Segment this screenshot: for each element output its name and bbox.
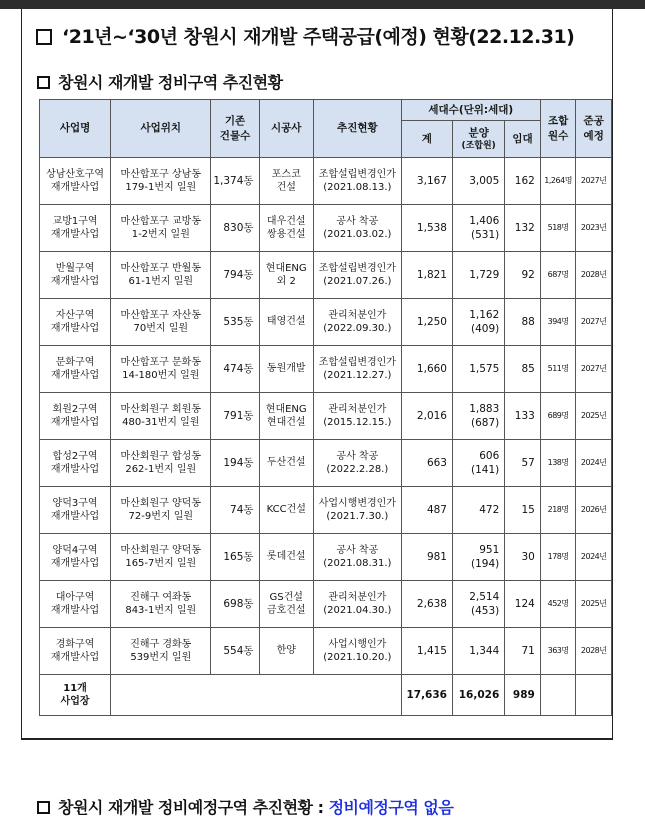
cell-location: 마산합포구 문화동 14-180번지 일원 [111,346,211,393]
cell-sale: 1,575 [452,346,504,393]
cell-rent: 71 [505,628,541,675]
cell-sale: 1,162 (409) [452,299,504,346]
cell-contractor: GS건설 금호건설 [259,581,313,628]
cell-contractor: KCC건설 [259,487,313,534]
table-row [40,581,612,628]
cell-members: 178명 [540,534,576,581]
table-row [40,440,612,487]
cell-name: 문화구역 재개발사업 [40,346,111,393]
cell-rent: 85 [505,346,541,393]
section2-title [37,795,453,818]
total-label: 11개 사업장 [40,675,111,716]
cell-name: 상남산호구역 재개발사업 [40,158,111,205]
table-row [40,487,612,534]
cell-total: 3,167 [401,158,452,205]
cell-status: 사업시행인가 (2021.10.20.) [313,628,401,675]
cell-location: 진해구 경화동 539번지 일원 [111,628,211,675]
cell-completion: 2028년 [576,628,612,675]
cell-completion: 2024년 [576,440,612,487]
cell-total: 663 [401,440,452,487]
header-contractor: 시공사 [259,100,313,158]
cell-status: 조합설립변경인가 (2021.07.26.) [313,252,401,299]
cell-completion: 2027년 [576,299,612,346]
cell-members: 687명 [540,252,576,299]
cell-contractor: 동원개발 [259,346,313,393]
table-row [40,205,612,252]
cell-members: 363명 [540,628,576,675]
cell-status: 관리처분인가 (2015.12.15.) [313,393,401,440]
cell-contractor: 롯데건설 [259,534,313,581]
cell-location: 마산회원구 양덕동 72-9번지 일원 [111,487,211,534]
cell-name: 대아구역 재개발사업 [40,581,111,628]
cell-sale: 1,883 (687) [452,393,504,440]
total-members-blank [540,675,576,716]
cell-members: 1,264명 [540,158,576,205]
header-existing: 기존 건물수 [211,100,259,158]
top-bar [0,0,645,9]
table-body [40,158,612,716]
cell-status: 관리처분인가 (2022.09.30.) [313,299,401,346]
cell-status: 관리처분인가 (2021.04.30.) [313,581,401,628]
cell-total: 487 [401,487,452,534]
cell-completion: 2024년 [576,534,612,581]
cell-total: 1,821 [401,252,452,299]
header-completion: 준공 예정 [576,100,612,158]
cell-rent: 92 [505,252,541,299]
cell-name: 합성2구역 재개발사업 [40,440,111,487]
total-households: 17,636 [401,675,452,716]
section-title [37,70,283,93]
cell-total: 1,250 [401,299,452,346]
table-row [40,299,612,346]
cell-existing: 535동 [211,299,259,346]
cell-existing: 74동 [211,487,259,534]
cell-location: 마산회원구 양덕동 165-7번지 일원 [111,534,211,581]
header-sale: 분양 (조합원) [452,121,504,158]
cell-name: 회원2구역 재개발사업 [40,393,111,440]
header-total: 계 [401,121,452,158]
cell-members: 218명 [540,487,576,534]
cell-contractor: 현대ENG 외 2 [259,252,313,299]
cell-name: 양덕3구역 재개발사업 [40,487,111,534]
cell-sale: 1,406 (531) [452,205,504,252]
cell-total: 981 [401,534,452,581]
page-title [36,22,626,49]
cell-existing: 698동 [211,581,259,628]
cell-sale: 1,344 [452,628,504,675]
cell-existing: 830동 [211,205,259,252]
cell-members: 138명 [540,440,576,487]
cell-contractor: 현대ENG 현대건설 [259,393,313,440]
checkbox-square-icon [37,76,50,89]
cell-name: 반월구역 재개발사업 [40,252,111,299]
cell-location: 마산합포구 교방동 1-2번지 일원 [111,205,211,252]
cell-contractor: 태영건설 [259,299,313,346]
cell-completion: 2028년 [576,252,612,299]
cell-rent: 57 [505,440,541,487]
cell-sale: 2,514 (453) [452,581,504,628]
cell-completion: 2023년 [576,205,612,252]
cell-status: 공사 착공 (2021.03.02.) [313,205,401,252]
cell-name: 교방1구역 재개발사업 [40,205,111,252]
cell-rent: 132 [505,205,541,252]
table-row [40,393,612,440]
header-rent: 임대 [505,121,541,158]
section2-value: 정비예정구역 없음 [328,798,454,817]
cell-sale: 472 [452,487,504,534]
cell-status: 공사 착공 (2021.08.31.) [313,534,401,581]
cell-status: 조합설립변경인가 (2021.08.13.) [313,158,401,205]
cell-existing: 194동 [211,440,259,487]
checkbox-square-icon [36,29,52,45]
cell-rent: 162 [505,158,541,205]
cell-rent: 88 [505,299,541,346]
cell-existing: 165동 [211,534,259,581]
cell-status: 조합설립변경인가 (2021.12.27.) [313,346,401,393]
cell-existing: 794동 [211,252,259,299]
cell-total: 2,016 [401,393,452,440]
cell-location: 마산합포구 반월동 61-1번지 일원 [111,252,211,299]
redevelopment-table [39,99,612,716]
cell-contractor: 두산건설 [259,440,313,487]
header-location: 사업위치 [111,100,211,158]
cell-completion: 2027년 [576,346,612,393]
table-row [40,534,612,581]
cell-completion: 2025년 [576,581,612,628]
section-title-text: 창원시 재개발 정비구역 추진현황 [58,73,283,92]
cell-members: 511명 [540,346,576,393]
total-rent: 989 [505,675,541,716]
cell-status: 공사 착공 (2022.2.28.) [313,440,401,487]
cell-total: 1,538 [401,205,452,252]
cell-sale: 951 (194) [452,534,504,581]
table-row [40,346,612,393]
cell-location: 마산합포구 상남동 179-1번지 일원 [111,158,211,205]
cell-contractor: 대우건설 쌍용건설 [259,205,313,252]
cell-completion: 2025년 [576,393,612,440]
cell-rent: 30 [505,534,541,581]
header-members: 조합 원수 [540,100,576,158]
cell-existing: 1,374동 [211,158,259,205]
cell-sale: 3,005 [452,158,504,205]
table-row [40,628,612,675]
total-sale: 16,026 [452,675,504,716]
cell-location: 진해구 여좌동 843-1번지 일원 [111,581,211,628]
cell-rent: 124 [505,581,541,628]
cell-contractor: 한양 [259,628,313,675]
cell-existing: 554동 [211,628,259,675]
cell-name: 자산구역 재개발사업 [40,299,111,346]
cell-completion: 2027년 [576,158,612,205]
cell-members: 518명 [540,205,576,252]
cell-status: 사업시행변경인가 (2021.7.30.) [313,487,401,534]
section2-label: 창원시 재개발 정비예정구역 추진현황 : [58,798,324,817]
cell-members: 689명 [540,393,576,440]
total-blank [111,675,402,716]
header-status: 추진현황 [313,100,401,158]
cell-existing: 791동 [211,393,259,440]
cell-name: 경화구역 재개발사업 [40,628,111,675]
page-title-text: ‘21년~‘30년 창원시 재개발 주택공급(예정) 현황(22.12.31) [62,26,575,48]
checkbox-square-icon [37,801,50,814]
cell-members: 452명 [540,581,576,628]
cell-location: 마산회원구 합성동 262-1번지 일원 [111,440,211,487]
cell-location: 마산회원구 회원동 480-31번지 일원 [111,393,211,440]
cell-sale: 606 (141) [452,440,504,487]
cell-sale: 1,729 [452,252,504,299]
cell-contractor: 포스코 건설 [259,158,313,205]
cell-total: 1,415 [401,628,452,675]
cell-rent: 15 [505,487,541,534]
header-name: 사업명 [40,100,111,158]
cell-name: 양덕4구역 재개발사업 [40,534,111,581]
table-row [40,252,612,299]
cell-completion: 2026년 [576,487,612,534]
total-completion-blank [576,675,612,716]
cell-total: 2,638 [401,581,452,628]
cell-rent: 133 [505,393,541,440]
table-total-row [40,675,612,716]
table-row [40,158,612,205]
cell-members: 394명 [540,299,576,346]
cell-existing: 474동 [211,346,259,393]
cell-location: 마산합포구 자산동 70번지 일원 [111,299,211,346]
cell-total: 1,660 [401,346,452,393]
header-households: 세대수(단위:세대) [401,100,540,121]
